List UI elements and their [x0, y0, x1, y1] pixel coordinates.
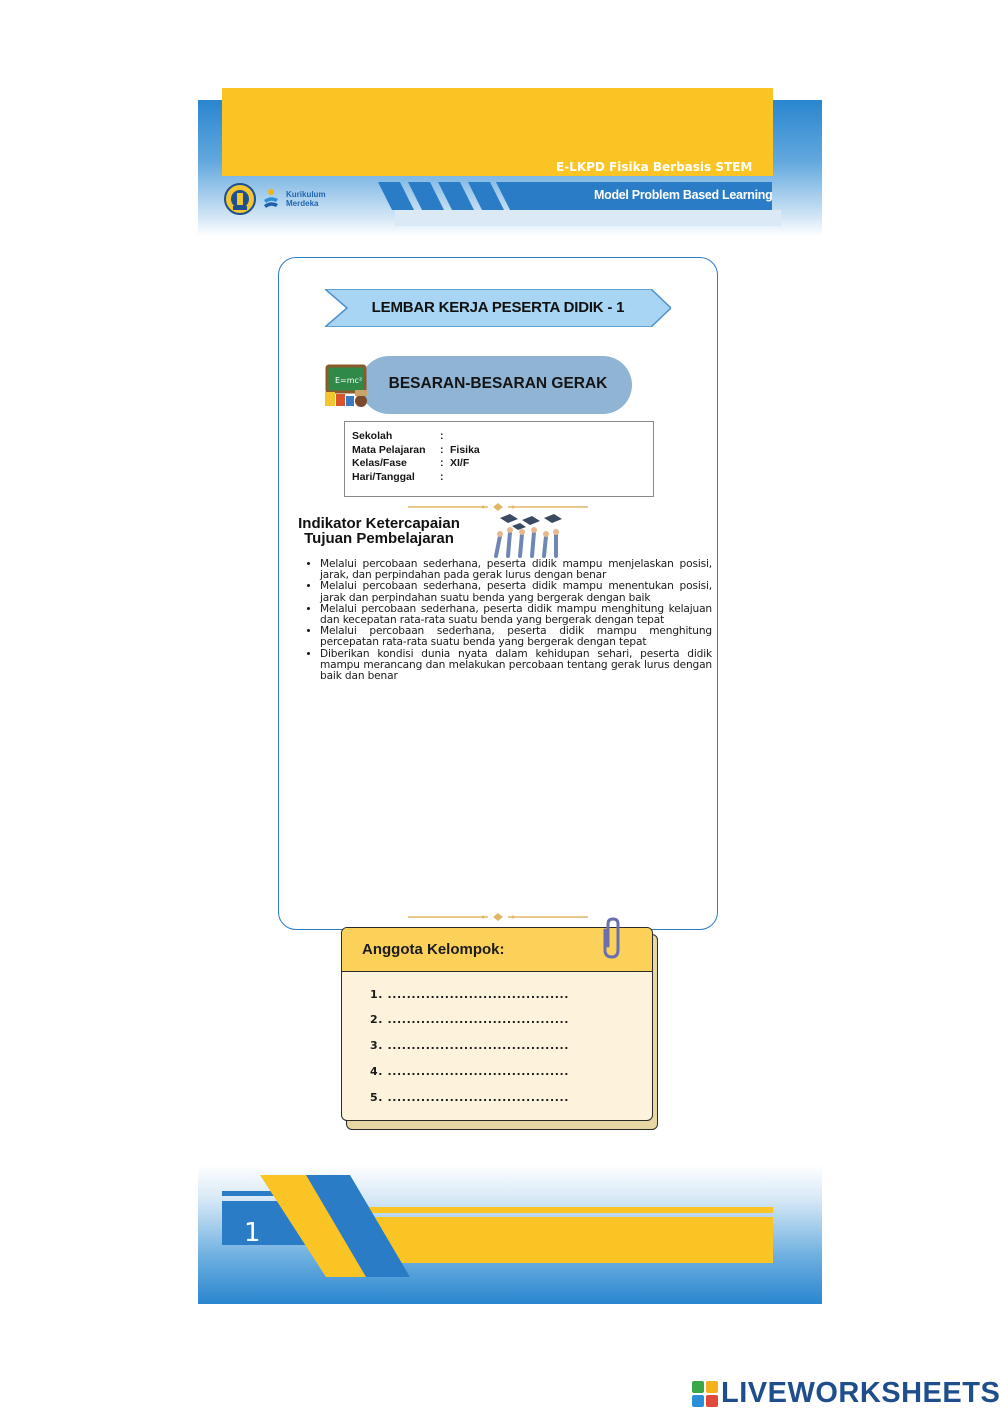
- group-member-line[interactable]: 3. ......................................: [370, 1039, 570, 1052]
- liveworksheets-text: LIVEWORKSHEETS: [721, 1377, 1000, 1409]
- group-title: Anggota Kelompok:: [362, 941, 505, 958]
- worksheet-title: LEMBAR KERJA PESERTA DIDIK - 1: [371, 299, 625, 316]
- info-separator: :: [440, 470, 444, 483]
- indicator-item: • Melalui percobaan sederhana, peserta didik mampu menghitung percepatan rata-rata suatu benda yang bergerak dengan tepat: [320, 626, 712, 648]
- indicators-title-line1: Indikator Ketercapaian: [298, 515, 460, 532]
- info-label: Mata Pelajaran: [352, 443, 426, 456]
- svg-text:E=mc²: E=mc²: [335, 376, 363, 385]
- info-separator: :: [440, 430, 444, 442]
- kurikulum-merdeka-logo-icon: [262, 188, 280, 210]
- group-member-line[interactable]: 5. ......................................: [370, 1091, 570, 1104]
- indicator-item: • Diberikan kondisi dunia nyata dalam kehidupan sehari, peserta didik mampu merancang dan melakukan percobaan tentang gerak lurus dengan baik dan benar: [320, 649, 712, 683]
- student-info-table: [352, 430, 480, 484]
- indicator-item: • Melalui percobaan sederhana, peserta didik mampu menghitung kelajuan dan kecepatan rata-rata suatu benda yang bergerak dengan tepat: [320, 604, 712, 626]
- indicators-title-line2: Tujuan Pembelajaran: [304, 530, 454, 547]
- liveworksheets-logo-icon: [692, 1381, 718, 1407]
- info-label: Kelas/Fase: [352, 457, 407, 470]
- footer-decoration: [198, 1165, 822, 1304]
- header-logos: [224, 182, 326, 216]
- info-separator: :: [440, 443, 444, 456]
- paperclip-icon: [600, 916, 626, 960]
- liveworksheets-watermark[interactable]: [692, 1377, 1000, 1410]
- university-seal-icon: [224, 183, 256, 215]
- topic-title: BESARAN-BESARAN GERAK: [388, 375, 608, 392]
- kurikulum-merdeka-text: [286, 190, 326, 208]
- kurikulum-line1: Kurikulum: [286, 190, 326, 199]
- header-model-label: Model Problem Based Learning: [594, 188, 773, 202]
- kurikulum-line2: Merdeka: [286, 199, 319, 208]
- ornament-divider-bottom: [408, 912, 588, 922]
- graduation-caps-icon: [486, 512, 566, 558]
- group-member-line[interactable]: 2. ......................................: [370, 1013, 570, 1026]
- indicator-item: • Melalui percobaan sederhana, peserta didik mampu menjelaskan posisi, jarak, dan perpindahan pada gerak lurus dengan benar: [320, 559, 712, 581]
- info-value: Fisika: [450, 443, 480, 456]
- page-number: 1: [244, 1218, 261, 1248]
- info-label: Hari/Tanggal: [352, 470, 415, 483]
- chalkboard-physics-icon: [323, 362, 371, 410]
- ornament-divider-top: [408, 502, 588, 512]
- group-member-line[interactable]: 1. ......................................: [370, 988, 570, 1001]
- indicators-list: [305, 559, 712, 682]
- indicator-item: • Melalui percobaan sederhana, peserta didik mampu menentukan posisi, jarak dan perpindahan suatu benda yang bergerak dengan baik: [320, 581, 712, 603]
- header-stripes-decoration: [378, 182, 518, 210]
- info-row-class: [352, 457, 480, 471]
- group-member-line[interactable]: 4. ......................................: [370, 1065, 570, 1078]
- header-subtitle: E-LKPD Fisika Berbasis STEM: [556, 160, 753, 174]
- header-underlay: [395, 210, 781, 226]
- info-label: Sekolah: [352, 430, 393, 442]
- info-row-date: [352, 471, 480, 485]
- info-row-school: [352, 430, 480, 444]
- indicators-title: [283, 516, 475, 546]
- info-row-subject: [352, 444, 480, 458]
- info-separator: :: [440, 457, 444, 470]
- info-value: XI/F: [450, 457, 470, 470]
